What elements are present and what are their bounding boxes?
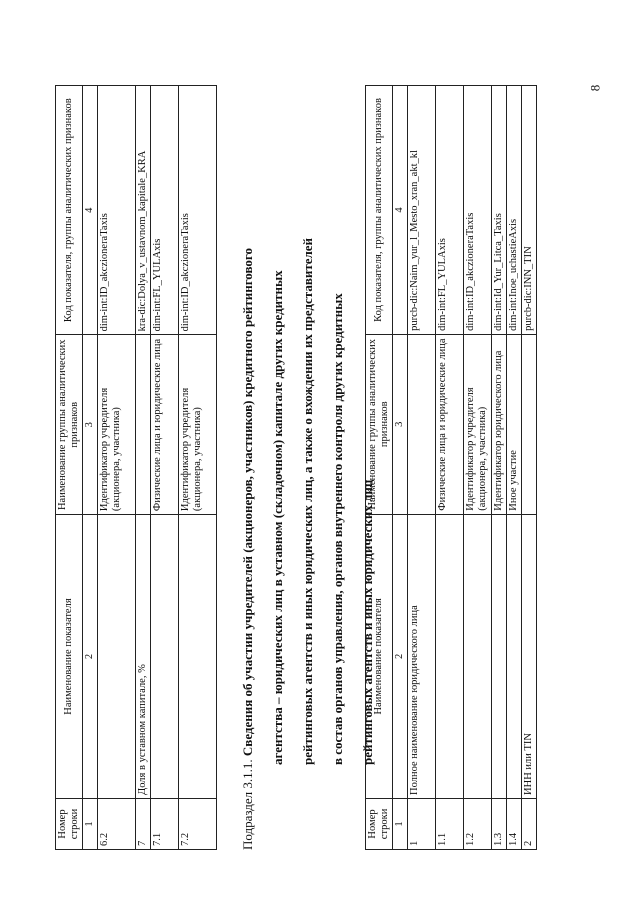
row-name <box>507 514 522 798</box>
table-row <box>98 86 136 850</box>
header-group-name: Наименование группы аналитических признаков <box>366 334 393 514</box>
row-group: Физические лица и юридические лица <box>436 334 464 514</box>
table-row <box>408 86 436 850</box>
row-name <box>179 515 217 799</box>
row-number: 1.2 <box>464 798 492 849</box>
header-indicator-name: Наименование показателя <box>366 514 393 798</box>
colnum: 1 <box>83 798 98 849</box>
colnum: 2 <box>83 515 98 799</box>
table-row <box>507 86 522 850</box>
row-code: dim-int:FL_YULAxis <box>436 86 464 335</box>
row-code: purcb-dic:INN_TIN <box>522 86 537 335</box>
table-indicators-2 <box>365 85 537 850</box>
row-name <box>98 515 136 799</box>
row-number: 1.1 <box>436 798 464 849</box>
row-number: 1 <box>408 798 436 849</box>
heading-prefix: Подраздел 3.1.1. <box>240 759 255 850</box>
table-row <box>492 86 507 850</box>
row-name: ИНН или TIN <box>522 514 537 798</box>
row-code: dim-int:ID_akczioneraTaxis <box>464 86 492 335</box>
row-number: 7 <box>136 798 151 849</box>
row-group: Идентификатор юридического лица <box>492 334 507 514</box>
heading-line: рейтинговых агентств и иных юридических лиц <box>360 479 375 765</box>
table-indicators-1 <box>55 85 217 850</box>
row-group <box>522 334 537 514</box>
row-name <box>436 514 464 798</box>
row-group <box>408 334 436 514</box>
row-group: Идентификатор учредителя (акционера, участника) <box>179 335 217 515</box>
subsection-heading <box>233 60 383 850</box>
row-name <box>464 514 492 798</box>
row-number: 1.4 <box>507 798 522 849</box>
heading-line: рейтинговых агентств и иных юридических лиц, а также о вхождении их представителей <box>300 237 315 765</box>
header-group-name: Наименование группы аналитических признаков <box>56 335 83 515</box>
table-row <box>151 86 179 850</box>
heading-line: Сведения об участии учредителей (акционеров, участников) кредитного рейтингового <box>240 248 255 757</box>
colnum: 1 <box>393 798 408 849</box>
table-row <box>522 86 537 850</box>
row-name: Доля в уставном капитале, % <box>136 515 151 799</box>
row-code: dim-int:FL_YULAxis <box>151 86 179 335</box>
row-code: dim-int:ID_akczioneraTaxis <box>179 86 217 335</box>
colnum: 4 <box>83 86 98 335</box>
table-row <box>179 86 217 850</box>
colnum: 3 <box>393 334 408 514</box>
rotated-content <box>55 50 595 850</box>
row-name <box>151 515 179 799</box>
colnum: 4 <box>393 86 408 335</box>
row-code: dim-int:Id_Yur_Litca_Taxis <box>492 86 507 335</box>
row-group: Иное участие <box>507 334 522 514</box>
table-colnum-row <box>83 86 98 850</box>
colnum: 2 <box>393 514 408 798</box>
heading-line: агентства – юридических лиц в уставном (складочном) капитале других кредитных <box>270 270 285 765</box>
heading-line: в состав органов управления, органов внутреннего контроля других кредитных <box>330 293 345 765</box>
header-row-number: Номер строки <box>366 798 393 849</box>
row-code: kra-dic:Dolya_v_ustavnom_kapitale_KRA <box>136 86 151 335</box>
row-number: 7.1 <box>151 798 179 849</box>
table-header-row <box>56 86 83 850</box>
row-group: Физические лица и юридические лица <box>151 335 179 515</box>
row-group <box>136 335 151 515</box>
row-number: 1.3 <box>492 798 507 849</box>
row-code: dim-int:Inoe_uchastieAxis <box>507 86 522 335</box>
table-row <box>136 86 151 850</box>
page-number: 8 <box>587 84 603 92</box>
row-code: purcb-dic:Naim_yur_l_Mesto_xran_akt_kl <box>408 86 436 335</box>
colnum: 3 <box>83 335 98 515</box>
table-row <box>464 86 492 850</box>
table-colnum-row <box>393 86 408 850</box>
header-code: Код показателя, группы аналитических признаков <box>56 86 83 335</box>
table-header-row <box>366 86 393 850</box>
header-row-number: Номер строки <box>56 798 83 849</box>
header-indicator-name: Наименование показателя <box>56 515 83 799</box>
row-code: dim-int:ID_akczioneraTaxis <box>98 86 136 335</box>
header-code: Код показателя, группы аналитических признаков <box>366 86 393 335</box>
row-name: Полное наименование юридического лица <box>408 514 436 798</box>
row-number: 7.2 <box>179 798 217 849</box>
row-group: Идентификатор учредителя (акционера, участника) <box>98 335 136 515</box>
row-number: 2 <box>522 798 537 849</box>
table-row <box>436 86 464 850</box>
row-name <box>492 514 507 798</box>
row-group: Идентификатор учредителя (акционера, участника) <box>464 334 492 514</box>
row-number: 6.2 <box>98 798 136 849</box>
